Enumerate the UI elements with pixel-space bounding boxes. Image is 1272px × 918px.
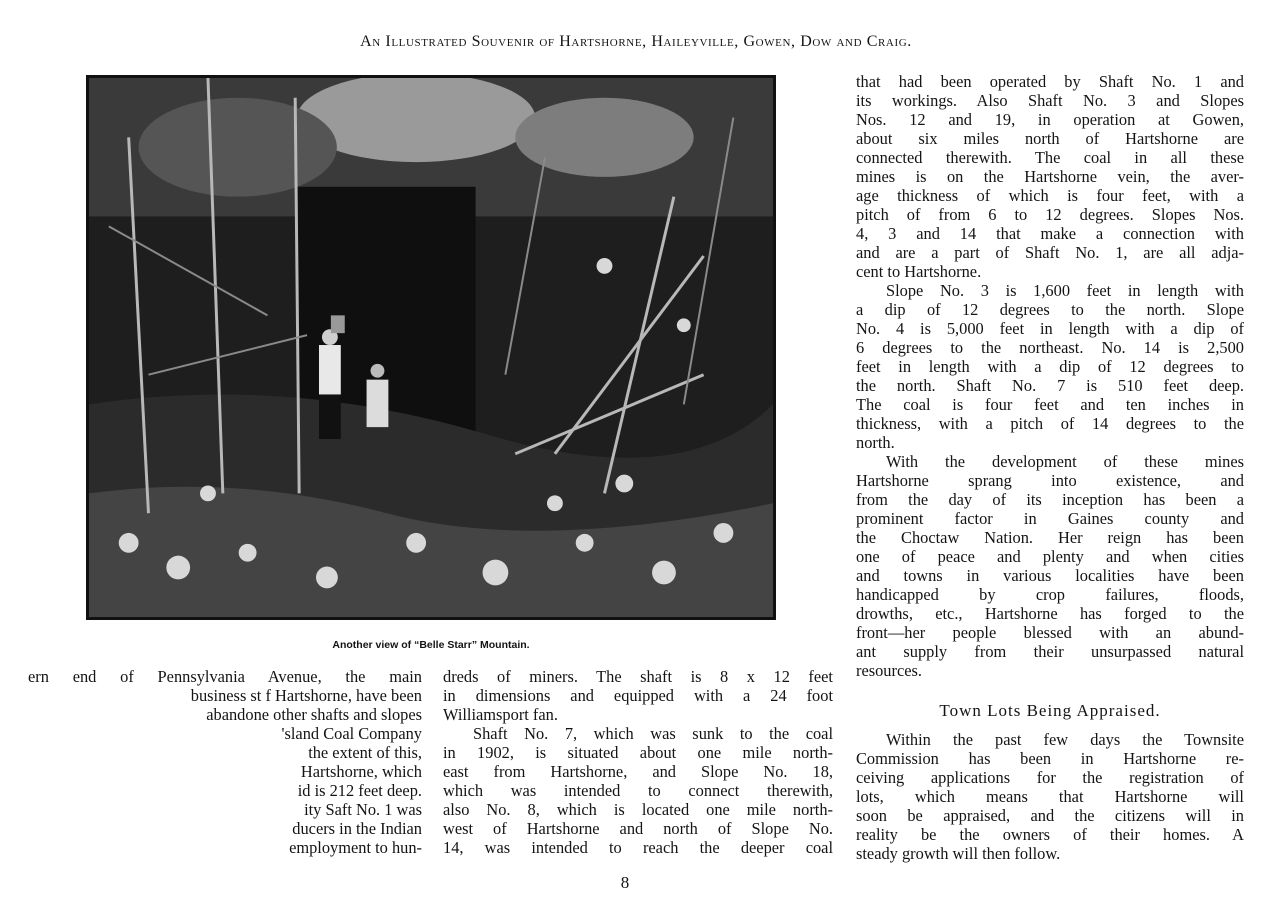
text-line: 6 degrees to the northeast. No. 14 is 2,500 xyxy=(856,338,1244,357)
text-line: which was intended to connect therewith, xyxy=(443,781,833,800)
text-line: about six miles north of Hartshorne are xyxy=(856,129,1244,148)
text-line: age thickness of which is four feet, with a xyxy=(856,186,1244,205)
text-line: prominent factor in Gaines county and xyxy=(856,509,1244,528)
right-column-top xyxy=(856,72,1244,680)
text-line: front—her people blessed with an abund- xyxy=(856,623,1244,642)
text-line: Williamsport fan. xyxy=(443,705,558,724)
text-line: Within the past few days the Townsite xyxy=(886,730,1244,749)
text-line: steady growth will then follow. xyxy=(856,844,1061,863)
text-line: id is 212 feet deep. xyxy=(297,781,422,800)
text-line: Hartshorne, which xyxy=(300,762,422,781)
text-line: ceiving applications for the registration of xyxy=(856,768,1244,787)
text-line: north. xyxy=(856,433,895,452)
forest-photo-image xyxy=(89,78,773,617)
text-line: cent to Hartshorne. xyxy=(856,262,982,281)
text-line: west of Hartshorne and north of Slope No. xyxy=(443,819,833,838)
text-line: pitch of from 6 to 12 degrees. Slopes Nos. xyxy=(856,205,1244,224)
text-line: east from Hartshorne, and Slope No. 18, xyxy=(443,762,833,781)
text-line: Shaft No. 7, which was sunk to the coal xyxy=(473,724,833,743)
text-line: Nos. 12 and 19, in operation at Gowen, xyxy=(856,110,1244,129)
text-line: feet in length with a dip of 12 degrees to xyxy=(856,357,1244,376)
text-line: ity Saft No. 1 was xyxy=(304,800,422,819)
text-line: ern end of Pennsylvania Avenue, the main xyxy=(28,667,422,686)
text-line: Slope No. 3 is 1,600 feet in length with xyxy=(886,281,1244,300)
text-line: the Choctaw Nation. Her reign has been xyxy=(856,528,1244,547)
page-number: 8 xyxy=(620,873,630,892)
text-line: Hartshorne sprang into existence, and xyxy=(856,471,1244,490)
text-line: from the day of its inception has been a xyxy=(856,490,1244,509)
text-line: and towns in various localities have been xyxy=(856,566,1244,585)
text-line: abandone other shafts and slopes xyxy=(206,705,422,724)
text-line: one of peace and plenty and when cities xyxy=(856,547,1244,566)
text-line: that had been operated by Shaft No. 1 and xyxy=(856,72,1244,91)
section-heading: Town Lots Being Appraised. xyxy=(939,701,1161,720)
text-line: thickness, with a pitch of 14 degrees to the xyxy=(856,414,1244,433)
text-line: 'sland Coal Company xyxy=(281,724,422,743)
running-header: An Illustrated Souvenir of Hartshorne, Haileyville, Gowen, Dow and Craig. xyxy=(360,33,912,50)
text-line: 4, 3 and 14 that make a connection with xyxy=(856,224,1244,243)
photo-caption: Another view of “Belle Starr” Mountain. xyxy=(332,639,530,651)
text-line: and are a part of Shaft No. 1, are all adja- xyxy=(856,243,1244,262)
text-line: connected therewith. The coal in all these xyxy=(856,148,1244,167)
text-line: With the development of these mines xyxy=(886,452,1244,471)
right-column-bottom xyxy=(856,730,1244,863)
text-line: handicapped by crop failures, floods, xyxy=(856,585,1244,604)
left-column xyxy=(28,667,422,857)
text-line: 14, was intended to reach the deeper coal xyxy=(443,838,833,857)
text-line: mines is on the Hartshorne vein, the aver- xyxy=(856,167,1244,186)
text-line: also No. 8, which is located one mile north- xyxy=(443,800,833,819)
text-line: in dimensions and equipped with a 24 foot xyxy=(443,686,833,705)
text-line: the north. Shaft No. 7 is 510 feet deep. xyxy=(856,376,1244,395)
text-line: ducers in the Indian xyxy=(292,819,422,838)
text-line: The coal is four feet and ten inches in xyxy=(856,395,1244,414)
text-line: business st f Hartshorne, have been xyxy=(190,686,422,705)
text-line: in 1902, is situated about one mile north- xyxy=(443,743,833,762)
text-line: drowths, etc., Hartshorne has forged to the xyxy=(856,604,1244,623)
text-line: reality be the owners of their homes. A xyxy=(856,825,1244,844)
text-line: the extent of this, xyxy=(308,743,422,762)
text-line: a dip of 12 degrees to the north. Slope xyxy=(856,300,1244,319)
middle-column xyxy=(443,667,833,857)
text-line: soon be appraised, and the citizens will in xyxy=(856,806,1244,825)
text-line: its workings. Also Shaft No. 3 and Slopes xyxy=(856,91,1244,110)
belle-starr-mountain-photo xyxy=(86,75,776,620)
text-line: dreds of miners. The shaft is 8 x 12 feet xyxy=(443,667,833,686)
text-line: lots, which means that Hartshorne will xyxy=(856,787,1244,806)
text-line: No. 4 is 5,000 feet in length with a dip of xyxy=(856,319,1244,338)
text-line: Commission has been in Hartshorne re- xyxy=(856,749,1244,768)
text-line: employment to hun- xyxy=(289,838,422,857)
text-line: resources. xyxy=(856,661,922,680)
text-line: ant supply from their unsurpassed natural xyxy=(856,642,1244,661)
